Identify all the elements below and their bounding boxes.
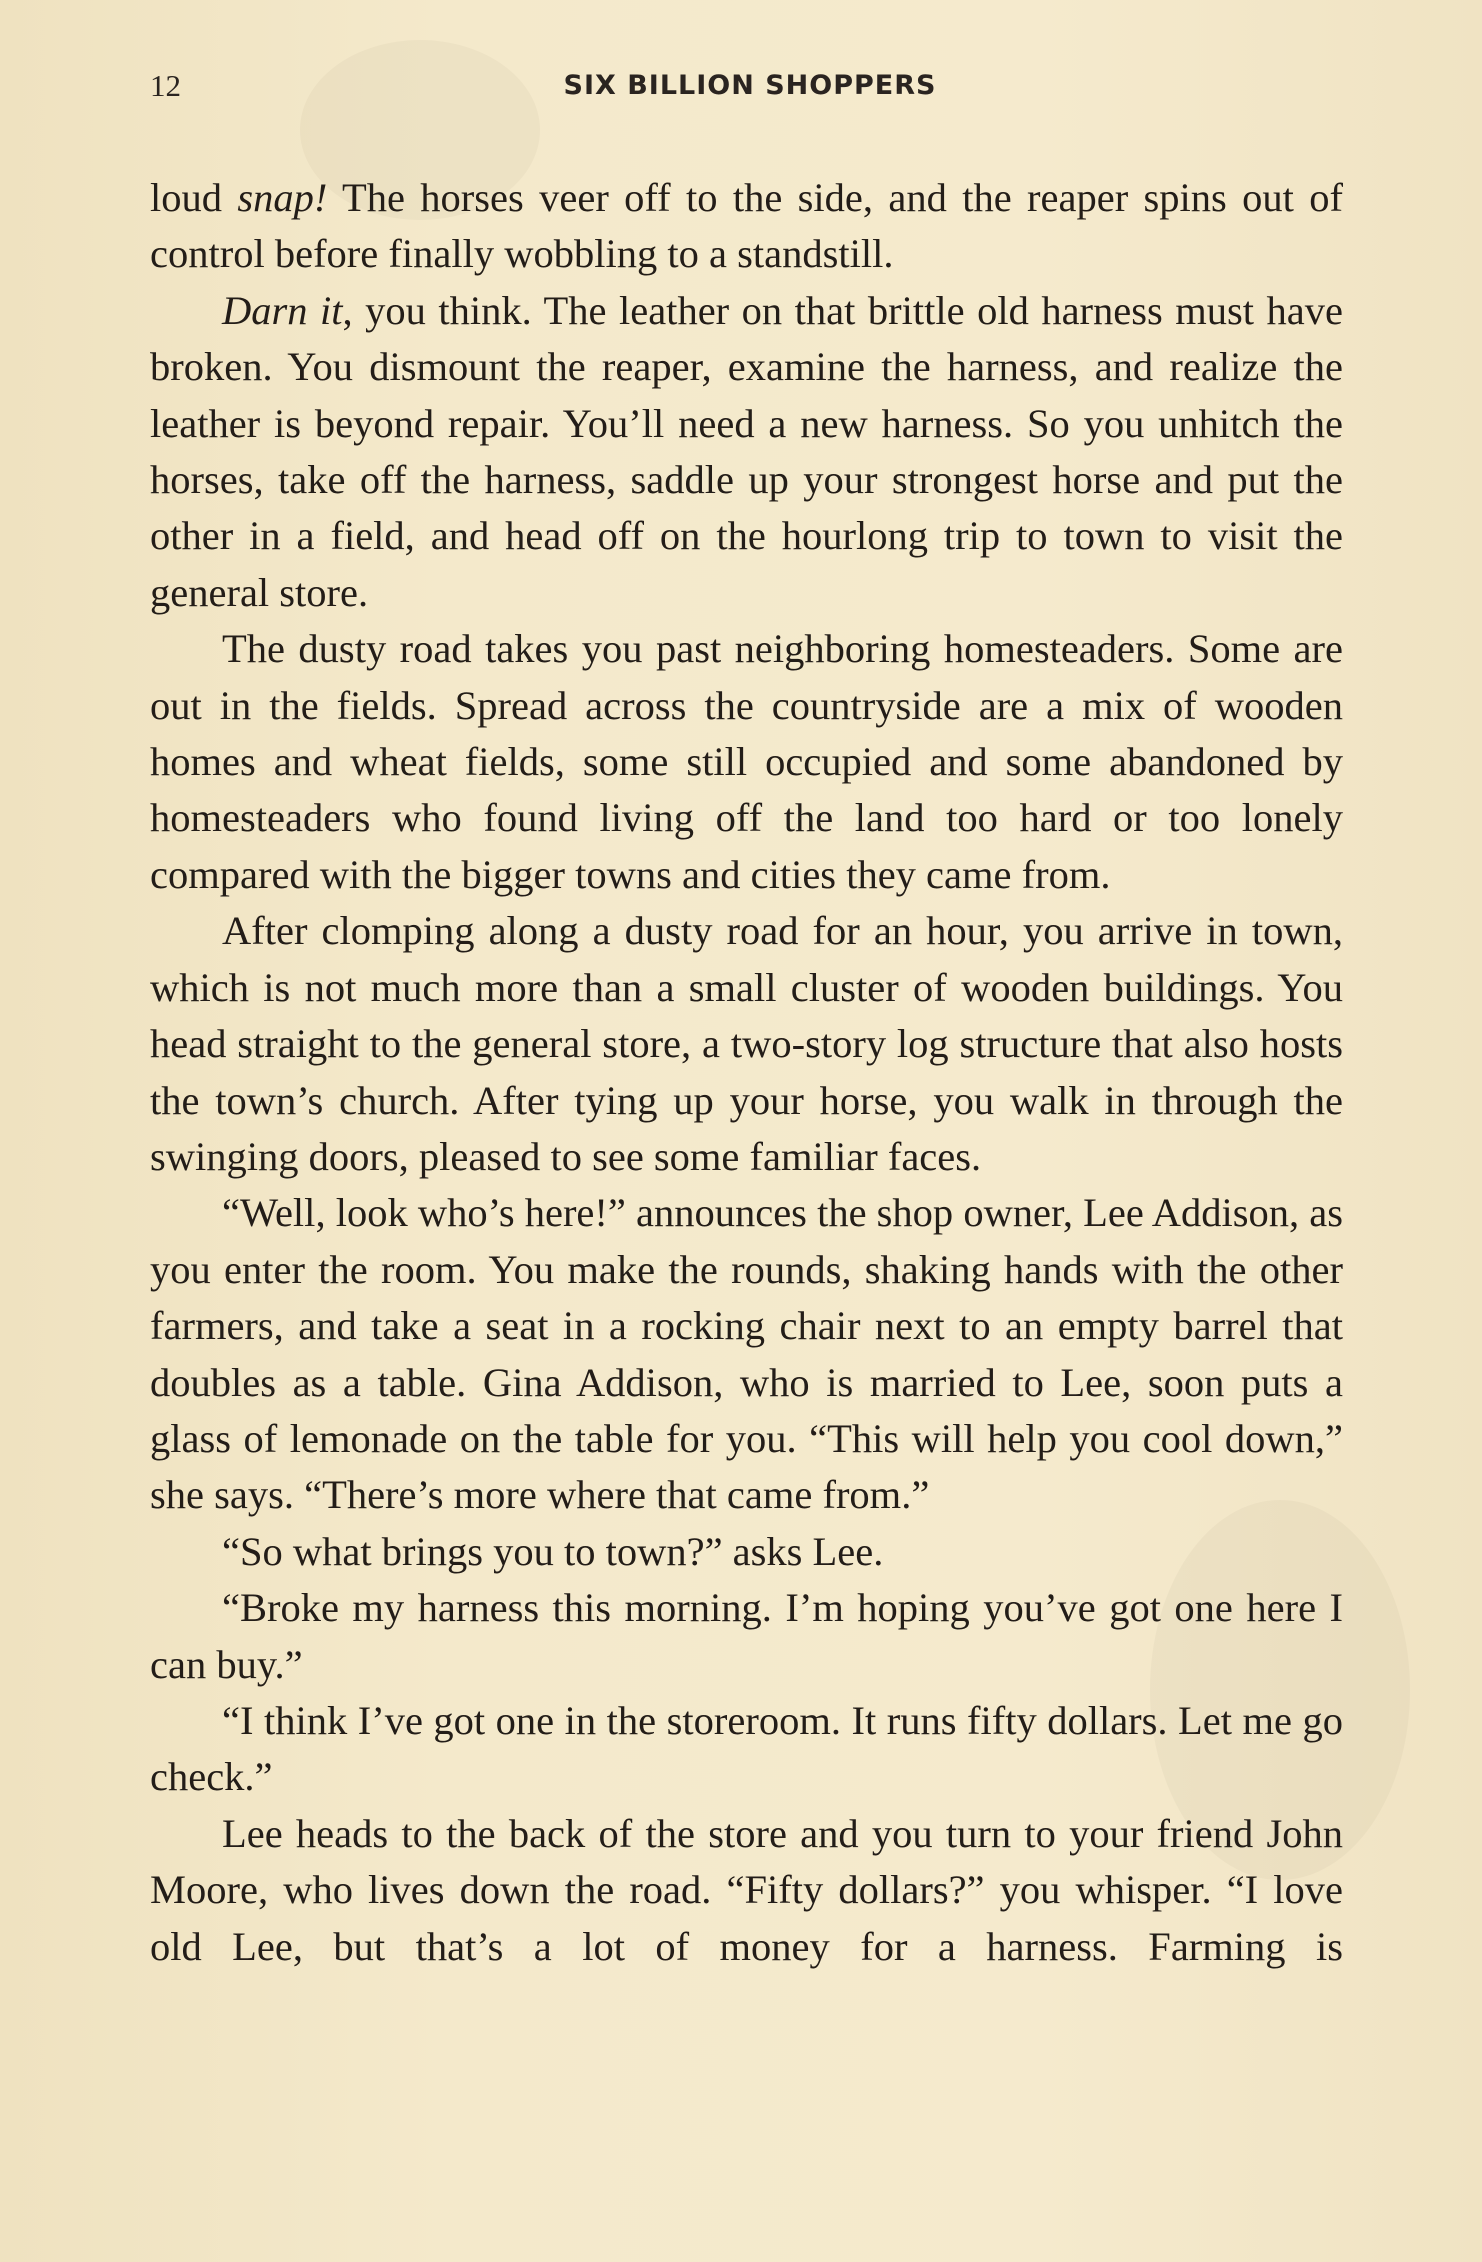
paragraph: [150, 1580, 1343, 1693]
paragraph: [150, 1806, 1343, 1975]
body-text: [150, 170, 1343, 1975]
paragraph: [150, 283, 1343, 621]
text-run: “Well, look who’s here!” announces the shop owner, Lee Addison, as you enter the room. You make the rounds, shaking hands with the other farmers, and take a seat in a rocking chair next to an empty barrel that doubles as a table. Gina Addison, who is married to Lee, soon puts a glass of lemonade on the table for you. “This will help you cool down,” she says. “There’s more where that came from.”: [150, 1190, 1343, 1518]
paragraph: [150, 621, 1343, 903]
paragraph: [150, 1693, 1343, 1806]
text-run: After clomping along a dusty road for an hour, you arrive in town, which is not much more than a small cluster of wooden buildings. You head straight to the general store, a two-story log structure that also hosts the town’s church. After tying up your horse, you walk in through the swinging doors, pleased to see some familiar faces.: [150, 908, 1343, 1179]
running-head: SIX BILLION SHOPPERS: [563, 70, 937, 101]
paragraph: [150, 1185, 1343, 1523]
text-run: “I think I’ve got one in the storeroom. It runs fifty dollars. Let me go check.”: [150, 1697, 1343, 1800]
text-run: “So what brings you to town?” asks Lee.: [222, 1528, 884, 1574]
italic-text: Darn it: [222, 287, 343, 333]
text-run: The dusty road takes you past neighboring homesteaders. Some are out in the fields. Spread across the countryside are a mix of wooden homes and wheat fields, some still occupied and some abandoned by homesteaders who found living off the land too hard or too lonely compared with the bigger towns and cities they came from.: [150, 626, 1343, 897]
text-run: loud: [150, 175, 238, 220]
text-run: Lee heads to the back of the store and you turn to your friend John Moore, who lives down the road. “Fifty dollars?” you whisper. “I love old Lee, but that’s a lot of money for a harness. Farming is: [150, 1810, 1343, 1969]
paragraph: [150, 170, 1343, 283]
paragraph: [150, 1524, 1343, 1580]
text-run: “Broke my harness this morning. I’m hoping you’ve got one here I can buy.”: [150, 1585, 1343, 1687]
paragraph: [150, 903, 1343, 1185]
page-header: [150, 68, 1350, 112]
text-run: The horses veer off to the side, and the reaper spins out of control before finally wobbling to a standstill.: [150, 175, 1343, 277]
italic-text: snap!: [237, 175, 328, 220]
text-run: , you think. The leather on that brittle old harness must have broken. You dismount the reaper, examine the harness, and realize the leather is beyond repair. You’ll need a new harness. So you unhitch the horses, take off the harness, saddle up your strongest horse and put the other in a field, and head off on the hourlong trip to town to visit the general store.: [150, 287, 1343, 615]
page-number: 12: [150, 68, 181, 103]
